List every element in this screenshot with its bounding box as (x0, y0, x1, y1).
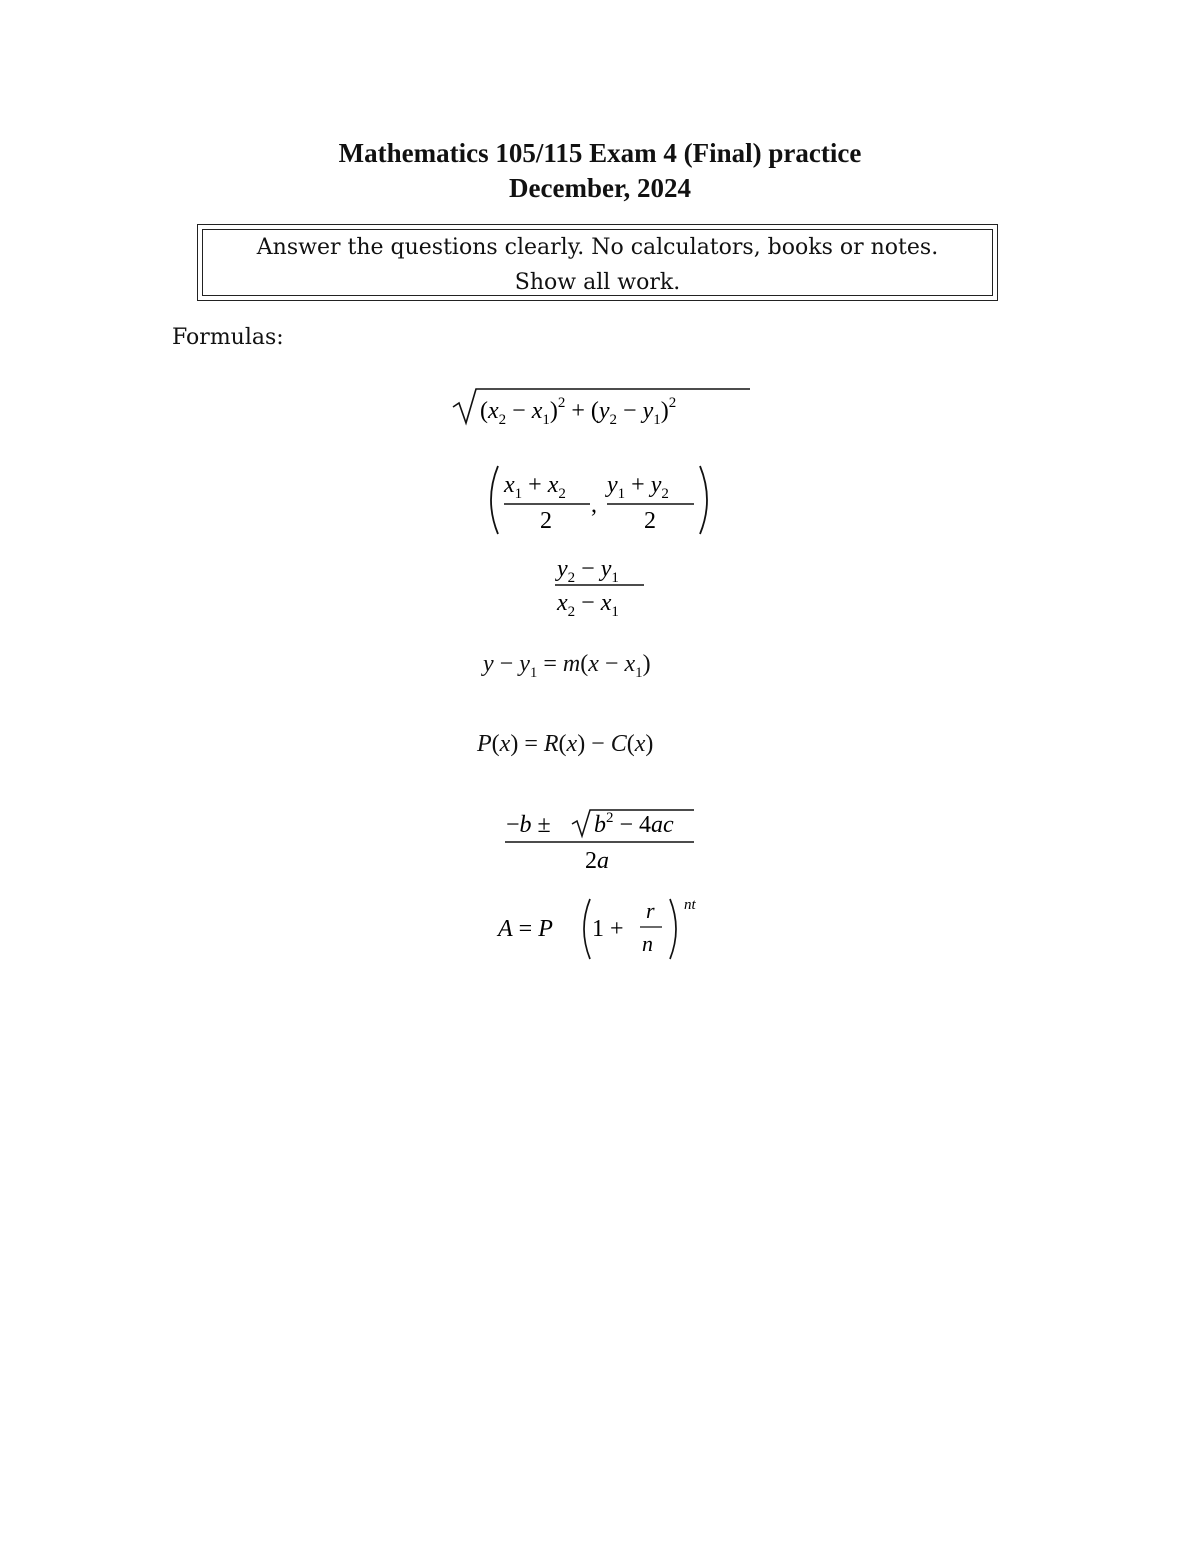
svg-text:2a: 2a (585, 848, 609, 874)
instructions-line-1: Answer the questions clearly. No calculators, books or notes. (256, 235, 939, 260)
svg-text:nt: nt (684, 897, 696, 913)
svg-text:2: 2 (644, 508, 656, 534)
svg-text:,: , (591, 492, 597, 518)
midpoint-formula (484, 462, 716, 538)
profit-formula: P(x) = R(x) − C(x) (477, 731, 654, 757)
svg-text:y2 − y1: $y_2 - y_1$ (557, 556, 619, 586)
svg-text:b2 − 4ac: $b^2 - 4ac$ (594, 810, 674, 838)
svg-text:y1 + y2: $y_1 + y_2$ (607, 472, 669, 502)
svg-text:r: r (646, 898, 655, 923)
quadratic-formula (502, 802, 698, 876)
instructions-box (197, 224, 998, 301)
exam-date: December, 2024 (509, 173, 691, 203)
distance-formula (450, 385, 755, 430)
svg-text:x1 + x2: $x_1 + x_2$ (504, 472, 566, 502)
svg-text:−b ±: −b ± (506, 812, 551, 838)
formulas-label: Formulas: (172, 325, 284, 350)
svg-text:1 +: 1 + (592, 916, 624, 942)
point-slope-formula: $y - y_1 = m(x - x_1)$ (483, 651, 651, 681)
svg-text:2: 2 (540, 508, 552, 534)
compound-interest-formula (494, 893, 704, 963)
exam-title: Mathematics 105/115 Exam 4 (Final) practice (338, 138, 862, 168)
svg-text:(x2 − x1)2 + (y2 − y1)2: $(x_2 - x_1)^2 + (y_2 - y_1)^2$ (480, 395, 677, 428)
svg-text:n: n (642, 931, 653, 956)
instructions-line-2: Show all work. (514, 270, 681, 295)
svg-text:x2 − x1: $x_2 - x_1$ (557, 590, 619, 620)
svg-text:A = P: A = P (498, 916, 553, 942)
slope-formula (552, 550, 648, 620)
